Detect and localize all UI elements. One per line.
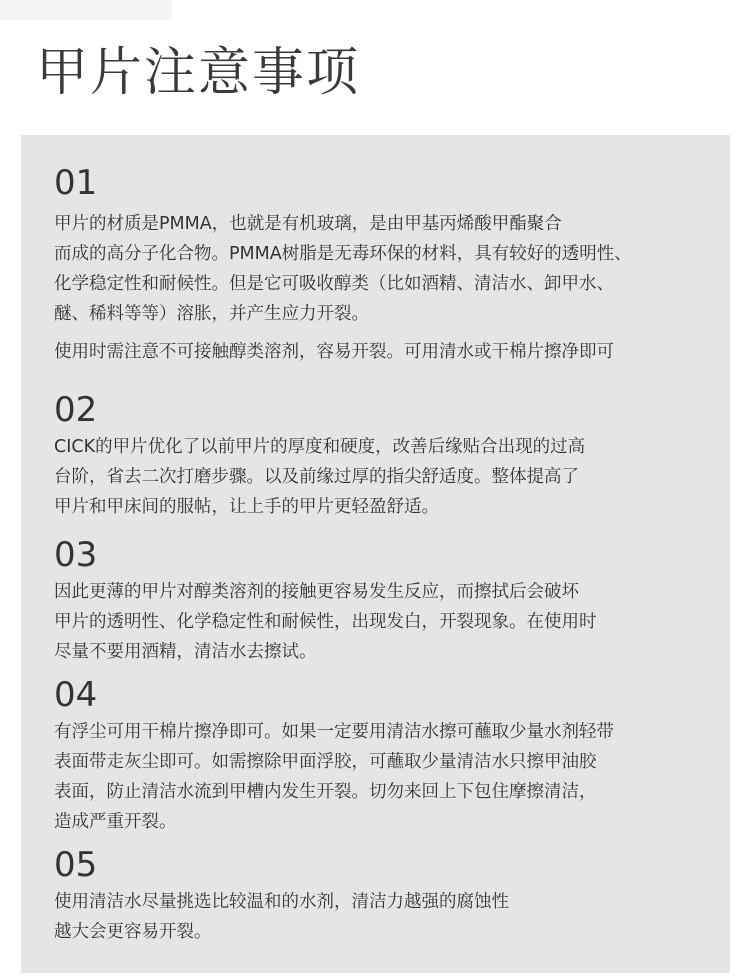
section-number: 03 <box>54 535 98 575</box>
section-paragraph <box>54 209 719 329</box>
section-number: 05 <box>54 845 98 885</box>
text-line: 甲片和甲床间的服帖，让上手的甲片更轻盈舒适。 <box>54 497 439 517</box>
text-line: 而成的高分子化合物。PMMA树脂是无毒环保的材料，具有较好的透明性、 <box>54 244 632 264</box>
text-line: 使用清洁水尽量挑选比较温和的水剂，清洁力越强的腐蚀性 <box>54 892 509 912</box>
text-line: 越大会更容易开裂。 <box>54 922 212 942</box>
text-line: 甲片的透明性、化学稳定性和耐候性，出现发白，开裂现象。在使用时 <box>54 612 597 632</box>
section-paragraph <box>54 577 719 667</box>
text-line: 尽量不要用酒精，清洁水去擦试。 <box>54 642 317 662</box>
section-paragraph <box>54 887 719 947</box>
text-line: 表面，防止清洁水流到甲槽内发生开裂。切勿来回上下包住摩擦清洁， <box>54 782 597 802</box>
text-line: 使用时需注意不可接触醇类溶剂，容易开裂。可用清水或干棉片擦净即可 <box>54 342 614 362</box>
section-01 <box>54 163 719 367</box>
text-line: 表面带走灰尘即可。如需擦除甲面浮胶，可蘸取少量清洁水只擦甲油胶 <box>54 752 597 772</box>
text-line: 醚、稀料等等）溶胀，并产生应力开裂。 <box>54 304 369 324</box>
text-line: 有浮尘可用干棉片擦净即可。如果一定要用清洁水擦可蘸取少量水剂轻带 <box>54 722 614 742</box>
section-03 <box>54 535 719 667</box>
text-line: 台阶，省去二次打磨步骤。以及前缘过厚的指尖舒适度。整体提高了 <box>54 467 579 487</box>
text-line: 因此更薄的甲片对醇类溶剂的接触更容易发生反应，而擦拭后会破坏 <box>54 582 579 602</box>
top-strip <box>0 0 172 20</box>
section-number: 02 <box>54 390 98 430</box>
section-number: 04 <box>54 675 98 715</box>
section-paragraph <box>54 432 719 522</box>
text-line: 化学稳定性和耐候性。但是它可吸收醇类（比如酒精、清洁水、卸甲水、 <box>54 274 614 294</box>
text-line: 造成严重开裂。 <box>54 812 177 832</box>
page-title: 甲片注意事项 <box>36 43 361 103</box>
text-line: 甲片的材质是PMMA，也就是有机玻璃，是由甲基丙烯酸甲酯聚合 <box>54 214 562 234</box>
content-panel <box>21 135 730 973</box>
text-line: CICK的甲片优化了以前甲片的厚度和硬度，改善后缘贴合出现的过高 <box>54 437 586 457</box>
section-02 <box>54 390 719 522</box>
section-paragraph <box>54 717 719 837</box>
section-number: 01 <box>54 163 98 203</box>
section-04 <box>54 675 719 837</box>
section-05 <box>54 845 719 947</box>
section-paragraph <box>54 337 719 367</box>
